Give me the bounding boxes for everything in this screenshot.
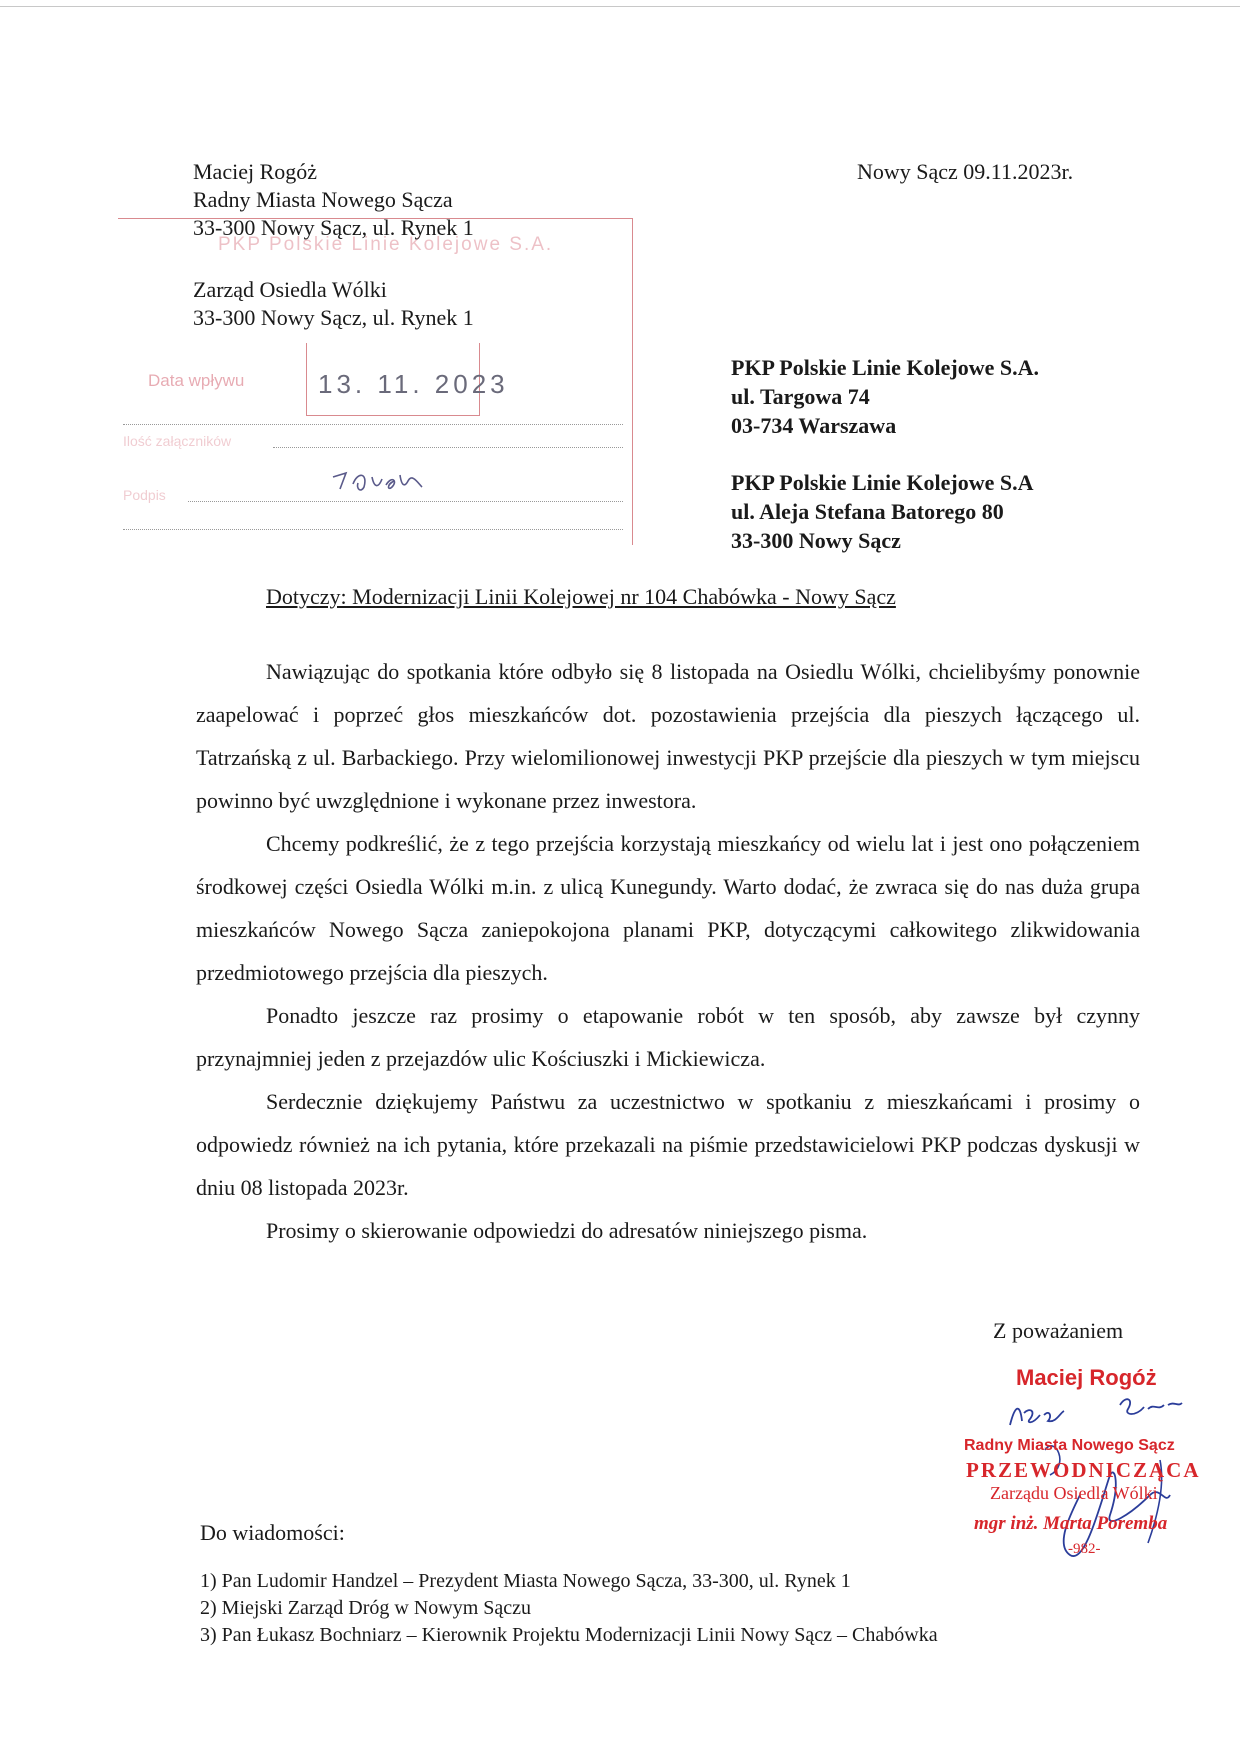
sender-org-block (193, 276, 474, 332)
body-paragraph: Prosimy o skierowanie odpowiedzi do adresatów niniejszego pisma. (266, 1218, 868, 1243)
recipient-name: PKP Polskie Linie Kolejowe S.A (731, 470, 1034, 495)
closing-salutation: Z poważaniem (993, 1318, 1124, 1343)
cc-label: Do wiadomości: (200, 1520, 345, 1545)
cc-item: 1) Pan Ludomir Handzel – Prezydent Miasta Nowego Sącza, 33-300, ul. Rynek 1 (200, 1570, 851, 1592)
body-paragraph: Chcemy podkreślić, że z tego przejścia korzystają mieszkańcy od wielu lat i jest ono połączeniem środkowej części Osiedla Wólki m.in. z ulicą Kunegundy. Warto dodać, że zwraca się do nas duża grupa mieszkańców Nowego Sącza zaniepokojona planami PKP, dotyczącymi całkowitego zlikwidowania przedmiotowego przejścia dla pieszych. (196, 831, 1140, 985)
letter-subject: Dotyczy: Modernizacji Linii Kolejowej nr 104 Chabówka - Nowy Sącz (266, 584, 896, 609)
stamp-date-value: 13. 11. 2023 (318, 369, 509, 399)
sender-title: Radny Miasta Nowego Sącza (193, 187, 453, 212)
signature-stamp-name: Maciej Rogóż (1016, 1365, 1157, 1390)
page-top-rule (0, 6, 1240, 7)
recipient-street: ul. Aleja Stefana Batorego 80 (731, 499, 1004, 524)
cc-item: 3) Pan Łukasz Bochniarz – Kierownik Projektu Modernizacji Linii Nowy Sącz – Chabówka (200, 1624, 938, 1646)
body-paragraph: Ponadto jeszcze raz prosimy o etapowanie robót w ten sposób, aby zawsze był czynny przynajmniej jeden z przejazdów ulic Kościuszki i Mickiewicza. (196, 1003, 1140, 1071)
stamp-dotted-line (273, 447, 623, 448)
stamp-org: PKP Polskie Linie Kolejowe S.A. (218, 234, 554, 255)
stamp-attachments-label: Ilość załączników (123, 433, 232, 449)
recipient-street: ul. Targowa 74 (731, 384, 870, 409)
registry-stamp (118, 218, 633, 545)
recipient-name: PKP Polskie Linie Kolejowe S.A. (731, 355, 1039, 380)
recipient-city: 03-734 Warszawa (731, 413, 897, 438)
signature-stamp-number: -982- (1068, 1541, 1101, 1557)
sender-address: 33-300 Nowy Sącz, ul. Rynek 1 (193, 215, 474, 240)
letter-body (196, 650, 1140, 1252)
recipient-block (731, 468, 1034, 555)
body-paragraph: Serdecznie dziękujemy Państwu za uczestnictwo w spotkaniu z mieszkańcami i prosimy o odpowiedz również na ich pytania, które przekazali na piśmie przedstawicielowi PKP podczas dyskusji w dniu 08 listopada 2023r. (196, 1089, 1140, 1200)
cc-list (200, 1568, 938, 1649)
signature-stamp-role: Radny Miasta Nowego Sącz (964, 1437, 1175, 1454)
recipient-city: 33-300 Nowy Sącz (731, 528, 901, 553)
sender-org-address: 33-300 Nowy Sącz, ul. Rynek 1 (193, 305, 474, 330)
stamp-dotted-line (123, 424, 623, 425)
sender-name: Maciej Rogóż (193, 159, 318, 184)
recipient-block (731, 353, 1039, 440)
signature-stamp-zarzad: Zarządu Osiedla Wólki (990, 1483, 1158, 1503)
sender-block (193, 158, 474, 242)
cc-item: 2) Miejski Zarząd Dróg w Nowym Sączu (200, 1597, 532, 1619)
letter-date: Nowy Sącz 09.11.2023r. (857, 159, 1074, 184)
body-paragraph: Nawiązując do spotkania które odbyło się 8 listopada na Osiedlu Wólki, chcielibyśmy ponownie zaapelować i poprzeć głos mieszkańców dot. pozostawienia przejścia dla pieszych łączącego ul. Tatrzańską z ul. Barbackiego. Przy wielomilionowej inwestycji PKP przejście dla pieszych w tym miejscu powinno być uwzględnione i wykonane przez inwestora. (196, 659, 1140, 813)
stamp-dotted-line (188, 501, 623, 502)
signature-stamp-mgr: mgr inż. Marta Poremba (974, 1513, 1168, 1534)
sender-org: Zarząd Osiedla Wólki (193, 277, 387, 302)
signature-stamp-przewodniczaca: PRZEWODNICZĄCA (966, 1458, 1201, 1482)
stamp-handwritten-signature (328, 459, 438, 499)
stamp-dotted-line (123, 529, 623, 530)
signature-stamp (960, 1365, 1230, 1575)
stamp-date-label: Data wpływu (148, 371, 245, 390)
stamp-signature-label: Podpis (123, 487, 166, 503)
